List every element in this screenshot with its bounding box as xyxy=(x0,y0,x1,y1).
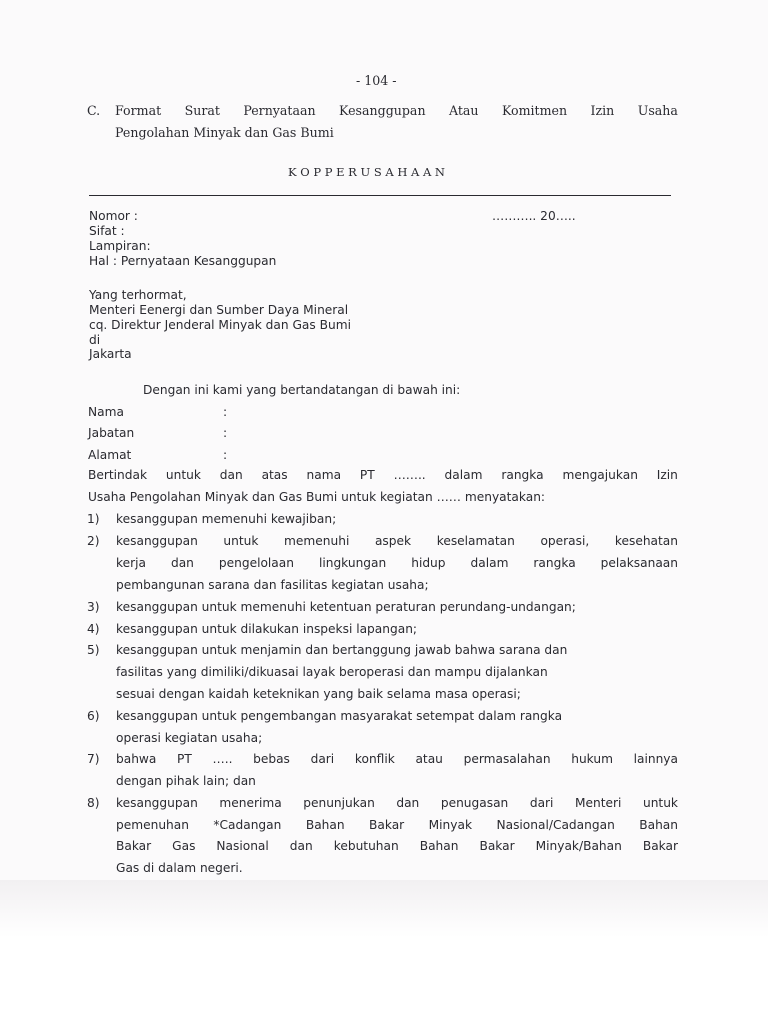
item-number: 6) xyxy=(87,709,100,723)
address-line-3: di xyxy=(89,333,101,347)
letterhead-rule xyxy=(89,195,671,196)
section-title-line-2: Pengolahan Minyak dan Gas Bumi xyxy=(115,125,334,140)
address-line-1: Menteri Eenergi dan Sumber Daya Mineral xyxy=(89,303,349,317)
item-number: 1) xyxy=(87,512,100,526)
title-word: Kesanggupan xyxy=(339,103,426,118)
statement-word: PT xyxy=(359,468,375,482)
item-5-line: sesuai dengan kaidah keteknikan yang baik selama masa operasi; xyxy=(116,687,521,701)
address-line-4: Jakarta xyxy=(89,347,132,361)
field-label-jabatan: Jabatan xyxy=(88,426,135,440)
statement-word: Izin xyxy=(656,468,678,482)
title-word: Surat xyxy=(184,103,220,118)
page-bottom-margin xyxy=(0,880,768,1024)
item-8-line: pemenuhan *Cadangan Bahan Bakar Minyak Nasional/Cadangan Bahan xyxy=(116,818,678,832)
statement-word: untuk xyxy=(165,468,201,482)
field-label-alamat: Alamat xyxy=(88,448,132,462)
title-word: Atau xyxy=(448,103,479,118)
item-number: 5) xyxy=(87,643,100,657)
item-5-line: fasilitas yang dimiliki/dikuasai layak beroperasi dan mampu dijalankan xyxy=(116,665,548,679)
item-2-line: kerja dan pengelolaan lingkungan hidup dalam rangka pelaksanaan xyxy=(116,556,678,570)
section-title-line-1 xyxy=(115,103,678,118)
title-word: Komitmen xyxy=(501,103,568,118)
item-4-line: kesanggupan untuk dilakukan inspeksi lapangan; xyxy=(116,622,418,636)
hal-label: Hal : Pernyataan Kesanggupan xyxy=(89,254,277,268)
statement-word: Bertindak xyxy=(88,468,148,482)
statement-word: …….. xyxy=(393,468,426,482)
field-label-nama: Nama xyxy=(88,405,124,419)
statement-line-2: Usaha Pengolahan Minyak dan Gas Bumi untuk kegiatan …… menyatakan: xyxy=(88,490,546,504)
item-2-line: pembangunan sarana dan fasilitas kegiatan usaha; xyxy=(116,578,429,592)
title-word: Pernyataan xyxy=(243,103,316,118)
item-5-line: kesanggupan untuk menjamin dan bertanggung jawab bahwa sarana dan xyxy=(116,643,568,657)
lampiran-label: Lampiran: xyxy=(89,239,151,253)
title-word: Format xyxy=(115,103,162,118)
letterhead: K O P P E R U S A H A A N xyxy=(288,165,445,179)
title-word: Usaha xyxy=(637,103,678,118)
statement-word: atas xyxy=(261,468,288,482)
item-6-line: operasi kegiatan usaha; xyxy=(116,731,263,745)
sifat-label: Sifat : xyxy=(89,224,125,238)
section-label: C. xyxy=(87,103,101,118)
item-number: 8) xyxy=(87,796,100,810)
item-number: 4) xyxy=(87,622,100,636)
item-3-line: kesanggupan untuk memenuhi ketentuan peraturan perundang-undangan; xyxy=(116,600,576,614)
statement-word: dan xyxy=(219,468,243,482)
statement-line-1 xyxy=(88,468,678,483)
item-number: 7) xyxy=(87,752,100,766)
page-number: - 104 - xyxy=(356,73,397,88)
letter-date: ……….. 20….. xyxy=(492,209,576,223)
item-number: 2) xyxy=(87,534,100,548)
statement-word: nama xyxy=(306,468,342,482)
title-word: Izin xyxy=(590,103,615,118)
item-1-line: kesanggupan memenuhi kewajiban; xyxy=(116,512,337,526)
item-8-line: Bakar Gas Nasional dan kebutuhan Bahan Bakar Minyak/Bahan Bakar xyxy=(116,839,678,853)
item-number: 3) xyxy=(87,600,100,614)
address-line-2: cq. Direktur Jenderal Minyak dan Gas Bumi xyxy=(89,318,351,332)
item-6-line: kesanggupan untuk pengembangan masyarakat setempat dalam rangka xyxy=(116,709,563,723)
statement-word: rangka xyxy=(501,468,544,482)
opening-sentence: Dengan ini kami yang bertandatangan di bawah ini: xyxy=(143,383,461,397)
item-2-line: kesanggupan untuk memenuhi aspek keselamatan operasi, kesehatan xyxy=(116,534,678,548)
statement-word: mengajukan xyxy=(562,468,638,482)
item-8-line: kesanggupan menerima penunjukan dan penugasan dari Menteri untuk xyxy=(116,796,678,810)
item-7-line: bahwa PT ….. bebas dari konflik atau permasalahan hukum lainnya xyxy=(116,752,678,766)
statement-word: dalam xyxy=(444,468,483,482)
field-colon: : xyxy=(223,448,228,462)
item-7-line: dengan pihak lain; dan xyxy=(116,774,256,788)
address-greeting: Yang terhormat, xyxy=(89,288,187,302)
item-8-line: Gas di dalam negeri. xyxy=(116,861,243,875)
field-colon: : xyxy=(223,426,228,440)
nomor-label: Nomor : xyxy=(89,209,138,223)
field-colon: : xyxy=(223,405,228,419)
